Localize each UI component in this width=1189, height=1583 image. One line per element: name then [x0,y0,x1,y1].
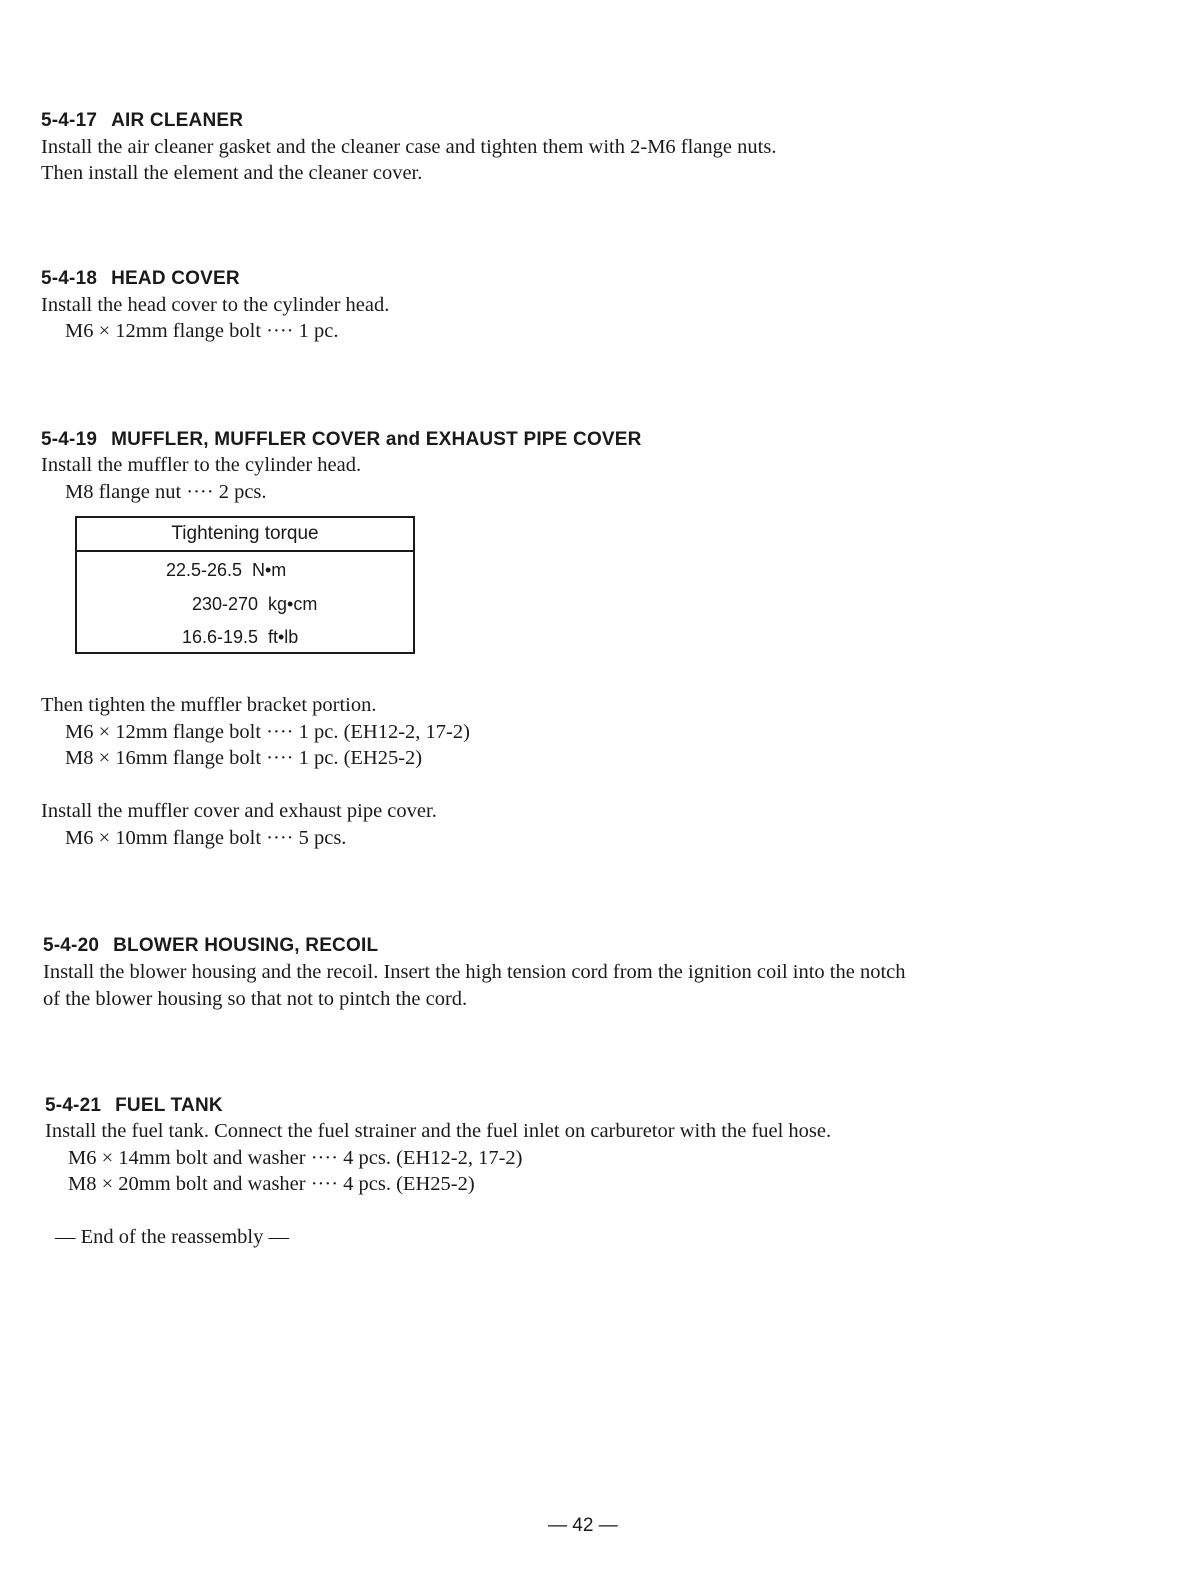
page-number: — 42 — [548,1515,618,1536]
torque-table-header: Tightening torque [77,518,413,552]
torque-row [144,627,298,648]
section-title: BLOWER HOUSING, RECOIL [113,935,379,956]
fastener-spec: M8 × 16mm flange bolt ···· 1 pc. (EH25-2) [65,747,423,769]
section-heading-blower-housing [43,935,378,957]
paragraph-line: Install the fuel tank. Connect the fuel strainer and the fuel inlet on carburetor with the fuel hose. [45,1120,832,1142]
fastener-spec: M8 × 20mm bolt and washer ···· 4 pcs. (EH25-2) [68,1173,475,1195]
section-number: 5-4-17 [41,110,98,131]
section-title: FUEL TANK [115,1095,223,1116]
fastener-spec: M6 × 12mm flange bolt ···· 1 pc. [65,320,339,342]
fastener-spec: M6 × 14mm bolt and washer ···· 4 pcs. (EH12-2, 17-2) [68,1147,523,1169]
fastener-spec: M8 flange nut ···· 2 pcs. [65,481,267,503]
torque-value: 22.5-26.5 [165,560,242,580]
section-heading-muffler [41,429,642,451]
paragraph-line: of the blower housing so that not to pintch the cord. [43,988,468,1010]
fastener-spec: M6 × 12mm flange bolt ···· 1 pc. (EH12-2, 17-2) [65,721,470,743]
section-title: AIR CLEANER [111,110,244,131]
section-title: MUFFLER, MUFFLER COVER and EXHAUST PIPE COVER [111,429,642,450]
section-number: 5-4-18 [41,268,98,289]
torque-row [144,560,286,581]
section-heading-head-cover [41,268,240,290]
torque-row [144,594,317,615]
section-number: 5-4-21 [45,1095,102,1116]
paragraph-line: Install the muffler to the cylinder head. [41,454,362,476]
fastener-spec: M6 × 10mm flange bolt ···· 5 pcs. [65,827,347,849]
paragraph-line: Install the air cleaner gasket and the cleaner case and tighten them with 2-M6 flange nuts. [41,136,777,158]
section-heading-fuel-tank [45,1095,223,1117]
paragraph-line: Install the blower housing and the recoil. Insert the high tension cord from the ignition coil into the notch [43,961,906,983]
end-note: — End of the reassembly — [55,1226,289,1248]
paragraph-line: Install the head cover to the cylinder head. [41,294,390,316]
torque-value: 230-270 [191,594,258,614]
section-number: 5-4-19 [41,429,98,450]
section-heading-air-cleaner [41,110,243,132]
torque-unit: N•m [252,560,287,580]
torque-unit: ft•lb [268,627,299,647]
section-title: HEAD COVER [111,268,240,289]
torque-unit: kg•cm [268,594,318,614]
section-number: 5-4-20 [43,935,100,956]
torque-value: 16.6-19.5 [181,627,258,647]
paragraph-line: Then install the element and the cleaner cover. [41,162,423,184]
torque-table [75,516,415,654]
paragraph-line: Install the muffler cover and exhaust pipe cover. [41,800,437,822]
paragraph-line: Then tighten the muffler bracket portion. [41,694,377,716]
